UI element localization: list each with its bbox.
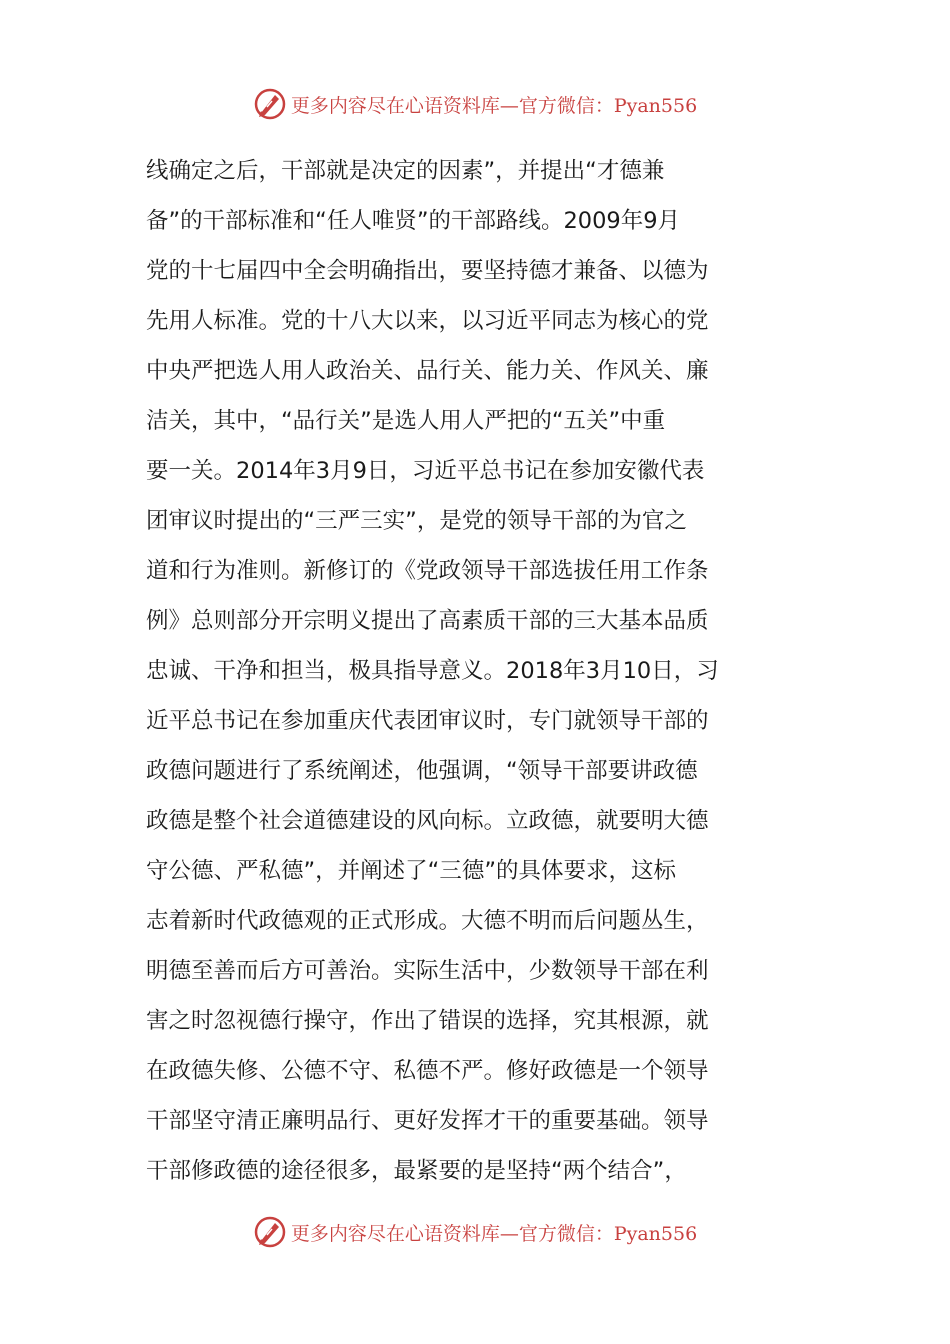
text-line: 要一关。2014年3月9日，习近平总书记在参加安徽代表 xyxy=(146,458,705,484)
document-body xyxy=(146,146,806,1196)
text-line: 干部修政德的途径很多，最紧要的是坚持“两个结合”， xyxy=(146,1158,687,1184)
footer-banner-text: 更多内容尽在心语资料库—官方微信：Pyan556 xyxy=(290,1222,698,1245)
footer-banner xyxy=(0,1212,950,1252)
text-line: 明德至善而后方可善治。实际生活中，少数领导干部在利 xyxy=(146,958,709,984)
text-line: 干部坚守清正廉明品行、更好发挥才干的重要基础。领导 xyxy=(146,1108,709,1134)
header-banner-text: 更多内容尽在心语资料库—官方微信：Pyan556 xyxy=(290,94,698,117)
pen-nib-seal-icon xyxy=(253,87,287,121)
text-line: 志着新时代政德观的正式形成。大德不明而后问题丛生， xyxy=(146,908,709,934)
text-line: 在政德失修、公德不守、私德不严。修好政德是一个领导 xyxy=(146,1058,709,1084)
text-line: 道和行为准则。新修订的《党政领导干部选拔任用工作条 xyxy=(146,558,709,584)
text-line: 线确定之后，干部就是决定的因素”，并提出“才德兼 xyxy=(146,158,665,184)
text-line: 害之时忽视德行操守，作出了错误的选择，究其根源，就 xyxy=(146,1008,709,1034)
text-line: 先用人标准。党的十八大以来，以习近平同志为核心的党 xyxy=(146,308,709,334)
text-line: 守公德、严私德”，并阐述了“三德”的具体要求，这标 xyxy=(146,858,676,884)
text-line: 团审议时提出的“三严三实”，是党的领导干部的为官之 xyxy=(146,508,687,534)
text-line: 政德是整个社会道德建设的风向标。立政德，就要明大德 xyxy=(146,808,709,834)
text-line: 洁关，其中，“品行关”是选人用人严把的“五关”中重 xyxy=(146,408,666,434)
text-line: 忠诚、干净和担当，极具指导意义。2018年3月10日，习 xyxy=(146,658,719,684)
text-line: 例》总则部分开宗明义提出了高素质干部的三大基本品质 xyxy=(146,608,709,634)
text-line: 备”的干部标准和“任人唯贤”的干部路线。2009年9月 xyxy=(146,208,681,234)
header-banner xyxy=(0,84,950,124)
text-line: 政德问题进行了系统阐述，他强调，“领导干部要讲政德 xyxy=(146,758,698,784)
text-line: 中央严把选人用人政治关、品行关、能力关、作风关、廉 xyxy=(146,358,709,384)
pen-nib-seal-icon xyxy=(253,1215,287,1249)
text-line: 党的十七届四中全会明确指出，要坚持德才兼备、以德为 xyxy=(146,258,709,284)
text-line: 近平总书记在参加重庆代表团审议时，专门就领导干部的 xyxy=(146,708,709,734)
